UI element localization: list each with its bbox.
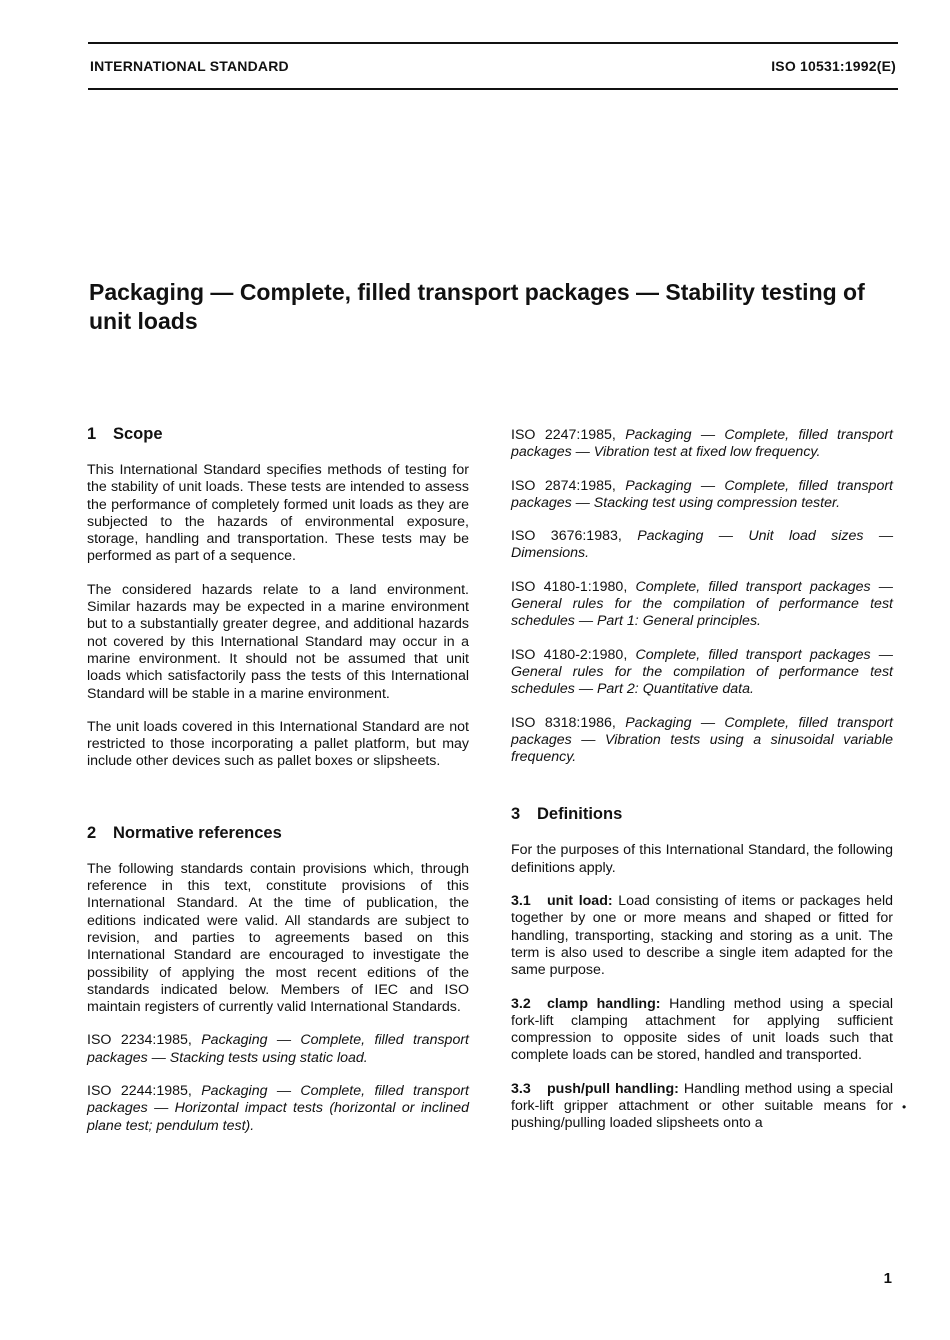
definition-number: 3.3: [511, 1080, 531, 1097]
reference-entry: [511, 478, 893, 513]
reference-title: Complete, filled transport packages — General rules for the compilation of performance test schedules — Part 1: General principles.: [511, 578, 893, 630]
header-rule-top: [88, 42, 898, 44]
section-title: Normative references: [113, 823, 282, 842]
section-heading-scope: [87, 424, 469, 444]
section-number: 3: [511, 805, 521, 824]
reference-code: ISO 2247:1985,: [511, 427, 616, 443]
reference-entry: [511, 647, 893, 699]
left-column: [87, 424, 469, 1151]
reference-entry: [511, 715, 893, 767]
section-title: Scope: [113, 425, 163, 443]
definition-term: push/pull handling:: [547, 1080, 679, 1097]
reference-entry: [511, 528, 893, 563]
scope-paragraph: The considered hazards relate to a land environment. Similar hazards may be expected in a marine environment but to a substantially greater degree, and additional hazards not covered by this International Standard may occur in a marine environment. It should not be assumed that unit loads which satisfactorily pass the tests of this International Standard will be stable in a marine environment.: [87, 581, 469, 702]
normative-intro: The following standards contain provisions which, through reference in this text, constitute provisions of this International Standard. At the time of publication, the editions indicated were valid. All standards are subject to revision, and parties to agreements based on this International Standard are encouraged to investigate the possibility of applying the most recent editions of the standards indicated below. Members of IEC and ISO maintain registers of currently valid International Standards.: [87, 860, 469, 1016]
header-rule-bottom: [88, 88, 898, 90]
right-column: [511, 427, 893, 1149]
reference-code: ISO 2874:1985,: [511, 477, 616, 494]
definition-number: 3.1: [511, 893, 531, 910]
definition-number: 3.2: [511, 995, 531, 1012]
definition-text: Load consisting of items or packages held together by one or more means and shaped or fitted for handling, transporting, stacking and storing as a unit. The term is also used to describe a single item adapted for the same purpose.: [511, 893, 893, 979]
definition-text: Handling method using a special fork-lift clamping attachment for applying sufficient compression to opposite sides of unit loads such that complete loads can be stored, handled and transported.: [511, 995, 894, 1064]
reference-entry: [87, 1083, 469, 1135]
reference-code: ISO 8318:1986,: [511, 714, 616, 731]
section-spacer: [511, 782, 893, 804]
definition-entry: [511, 1081, 893, 1133]
margin-mark: •: [902, 1100, 907, 1114]
reference-entry: [511, 427, 893, 462]
definition-term: clamp handling:: [547, 995, 661, 1012]
reference-code: ISO 3676:1983,: [511, 528, 622, 545]
reference-code: ISO 4180-2:1980,: [511, 646, 628, 663]
reference-code: ISO 2244:1985,: [87, 1083, 192, 1100]
definition-text: Handling method using a special fork-lift gripper attachment or other suitable means for pushing/pulling loaded slipsheets onto a: [511, 1080, 893, 1132]
reference-title: Complete, filled transport packages — General rules for the compilation of performance test schedules — Part 2: Quantitative data.: [511, 646, 893, 698]
reference-code: ISO 2234:1985,: [87, 1032, 192, 1049]
section-number: 2: [87, 823, 97, 842]
reference-title: Packaging — Complete, filled transport packages — Horizontal impact tests (horizontal or inclined plane test; pendulum test).: [87, 1083, 469, 1134]
definitions-intro: For the purposes of this International Standard, the following definitions apply.: [511, 842, 893, 876]
scope-paragraph: This International Standard specifies methods of testing for the stability of unit loads. These tests are intended to assess the performance of completely formed unit loads as they are subjected to the hazards of environmental exposure, storage, handling and transportation. These tests may be performed as part of a sequence.: [87, 462, 469, 565]
document-title: Packaging — Complete, filled transport packages — Stability testing of unit loads: [89, 279, 865, 334]
document-type-label: INTERNATIONAL STANDARD: [90, 58, 289, 74]
reference-entry: [87, 1032, 469, 1067]
document-number: ISO 10531:1992(E): [771, 58, 896, 74]
reference-entry: [511, 579, 893, 631]
definition-entry: [511, 893, 893, 979]
section-heading-normative-references: [87, 823, 469, 843]
reference-title: Packaging — Complete, filled transport packages — Vibration test at fixed low frequency.: [511, 427, 893, 461]
section-spacer: [87, 787, 469, 823]
section-title: Definitions: [537, 805, 623, 824]
section-heading-definitions: [511, 804, 893, 824]
reference-title: Packaging — Complete, filled transport packages — Stacking test using compression tester.: [511, 477, 893, 511]
reference-title: Packaging — Complete, filled transport packages — Stacking tests using static load.: [87, 1032, 469, 1066]
definition-entry: [511, 996, 893, 1065]
definition-term: unit load:: [547, 893, 613, 910]
scope-paragraph: The unit loads covered in this International Standard are not restricted to those incorporating a pallet platform, but may include other devices such as pallet boxes or slipsheets.: [87, 718, 469, 770]
reference-code: ISO 4180-1:1980,: [511, 578, 628, 595]
reference-title: Packaging — Complete, filled transport packages — Vibration tests using a sinusoidal variable frequency.: [511, 714, 893, 766]
reference-title: Packaging — Unit load sizes — Dimensions.: [511, 528, 894, 562]
page-number: 1: [883, 1270, 892, 1287]
section-number: 1: [87, 425, 97, 443]
